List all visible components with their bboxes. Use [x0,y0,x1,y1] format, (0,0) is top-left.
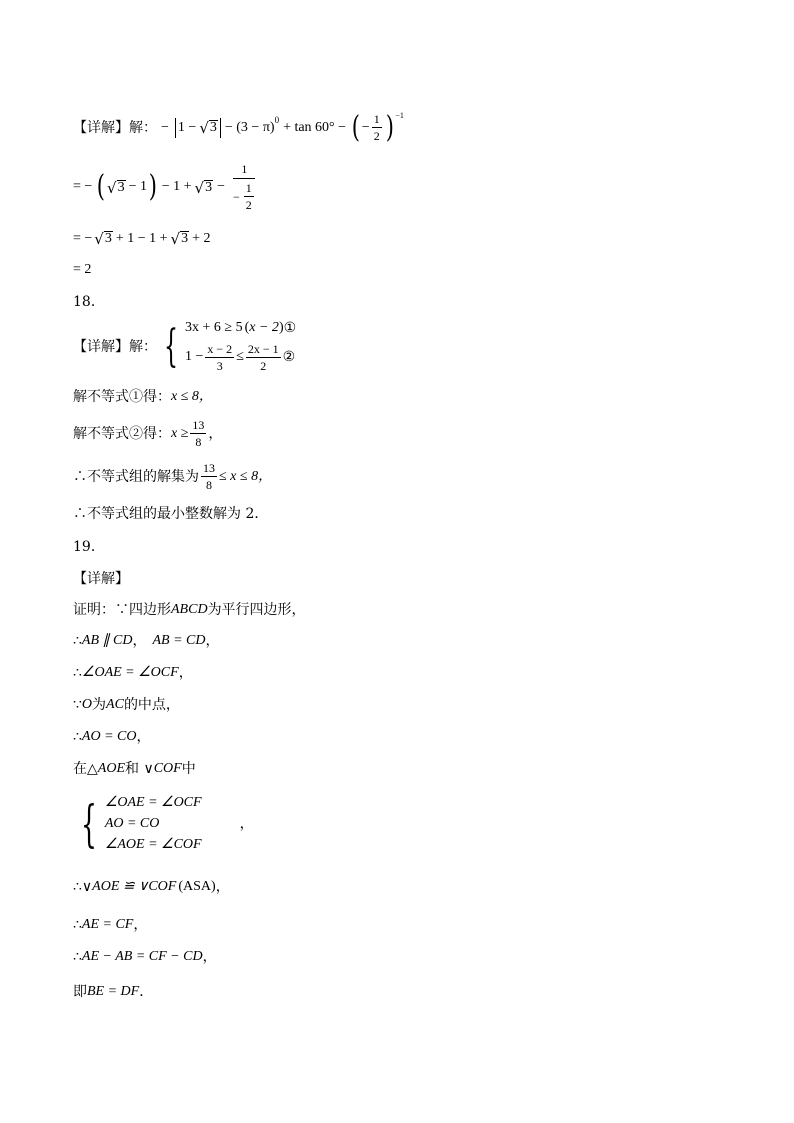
paren-left: ( [97,169,106,204]
system-line-1: ∠OAE = ∠OCF [104,795,202,811]
comma: ， [208,425,223,442]
sqrt-3: √ 3 [107,178,125,197]
step-value: x ≤ 8， [171,389,213,404]
q18-step3 [73,461,272,492]
solution-prefix: 解： [129,339,157,355]
middle-terms: + 1 − 1 + [115,230,168,246]
step-label: 解不等式①得： [73,389,171,405]
circled-one: ① [283,320,297,337]
comma: ， [239,816,254,832]
equals-minus: = − [73,230,93,246]
paren-right: ) [385,109,394,145]
detail-label: 【详解】 [73,119,129,136]
inequality-1: 3x + 6 ≥ 5 ( x − 2 ) ① [185,320,297,337]
sqrt-3-b: √ 3 [170,230,189,248]
fraction-half: $\frac{1}{2}$ [373,112,380,143]
q19-line9: ∴ AE − AB = CF − CD ， [73,949,217,965]
p17-line2 [73,162,260,212]
tan-term: + tan 60° − [283,119,347,135]
inequality-2: 1 − $\frac{x - 2}{3}$ ≤ $\frac{2x - 1}{2}$ ② [185,341,296,373]
circled-two: ② [282,349,296,366]
abs-inner: 1 − [177,119,197,135]
complex-fraction: 1 − $\frac{1}{2}$ [231,162,258,212]
plus-two: + 2 [192,230,211,246]
q19-line4: ∵ O 为 AC 的中点， [73,697,180,713]
abs-bar-right [220,118,221,138]
system-line-2: AO = CO [104,815,160,831]
q19-line2: ∴ AB ∥ CD ， AB = CD ， [73,633,220,649]
q19-detail-label: 【详解】 [73,571,129,587]
p17-line4: = 2 [73,262,92,277]
step-label: ∴不等式组的解集为 [73,468,199,485]
q19-line1: 证明：∵四边形 ABCD 为平行四边形， [73,602,306,618]
q19-line5: ∴ AO = CO ， [73,729,151,745]
neg-sign: − [361,119,370,135]
q19-line8: ∴ AE = CF ， [73,917,148,933]
q18-number: 18． [73,294,105,310]
q18-step4: ∴不等式组的最小整数解为 2． [73,506,269,522]
minus-one: − 1 [128,179,147,194]
q19-line3: ∴ ∠OAE = ∠OCF ， [73,665,193,681]
minus-sign: − [217,179,225,194]
p17-line3 [73,231,211,246]
step-value: ≤ x ≤ 8， [219,468,273,484]
brace-left: { [164,321,178,372]
exponent-zero: 0 [274,115,280,125]
step-label: 解不等式②得： [73,425,171,442]
q19-line7: ∴∨ AOE ≌ ∨COF (ASA) ， [73,879,230,895]
inner-fraction: $\frac{1}{2}$ [245,181,252,212]
paren-left: ( [351,109,361,145]
detail-label: 【详解】 [73,339,129,355]
exponent-neg1: −1 [395,111,404,120]
sqrt-3: √ 3 [94,230,112,248]
tail-term: − 1 + [161,179,192,194]
solution-prefix: 解： [129,119,157,136]
system-line-3: ∠AOE = ∠COF [104,836,202,852]
equals-minus: = − [73,179,93,194]
power-term: − (3 − π) [224,119,275,135]
system-lines [105,793,202,855]
inequality-system [185,318,296,376]
step-var: x ≥ [171,425,189,441]
fraction-13-8: $\frac{13}{8}$ [192,418,205,449]
fraction-b: $\frac{2x - 1}{2}$ [247,341,279,373]
q19-number: 19． [73,539,105,555]
fraction-a: $\frac{x - 2}{3}$ [207,341,233,373]
fraction-13-8: $\frac{13}{8}$ [203,461,215,492]
q18-system [73,318,296,376]
sqrt-3-b: √ 3 [194,178,213,197]
abs-bar-left [175,118,176,138]
p17-line1 [73,109,404,145]
q19-line6: 在△ AOE 和 ∨ COF 中 [73,761,196,777]
neg-sign: − [232,189,240,204]
sqrt-3: √ 3 [199,119,217,137]
q19-congruence-system [73,793,254,855]
paren-right: ) [148,169,157,204]
q18-step1 [73,390,213,404]
q19-line10: 即 BE = DF ． [73,984,154,1000]
q18-step2 [73,418,222,449]
minus-sign: − [161,119,169,135]
brace-left: { [80,795,97,853]
